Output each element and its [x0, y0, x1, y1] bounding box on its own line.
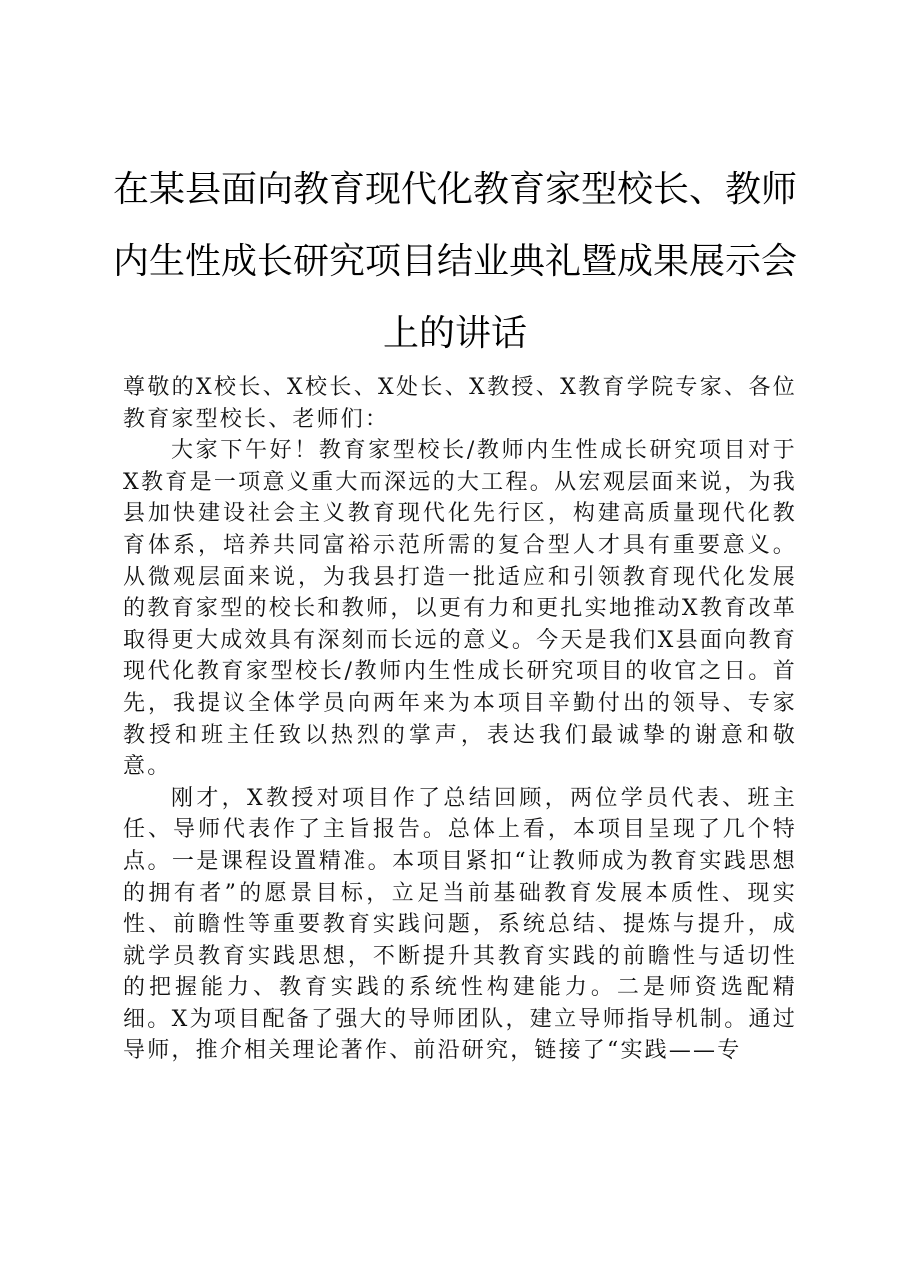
- paragraph-2: 刚才，X教授对项目作了总结回顾，两位学员代表、班主任、导师代表作了主旨报告。总体上看，本项目呈现了几个特点。一是课程设置精准。本项目紧扣“让教师成为教育实践思想的拥有者”的愿景目标，立足当前基础教育发展本质性、现实性、前瞻性等重要教育实践问题，系统总结、提炼与提升，成就学员教育实践思想，不断提升其教育实践的前瞻性与适切性的把握能力、教育实践的系统性构建能力。二是师资选配精细。X为项目配备了强大的导师团队，建立导师指导机制。通过导师，推介相关理论著作、前沿研究，链接了“实践——专: [123, 785, 797, 1064]
- paragraph-1: 大家下午好！教育家型校长/教师内生性成长研究项目对于X教育是一项意义重大而深远的大工程。从宏观层面来说，为我县加快建设社会主义教育现代化先行区，构建高质量现代化教育体系，培养共同富裕示范所需的复合型人才具有重要意义。从微观层面来说，为我县打造一批适应和引领教育现代化发展的教育家型的校长和教师，以更有力和更扎实地推动X教育改革取得更大成效具有深刻而长远的意义。今天是我们X县面向教育现代化教育家型校长/教师内生性成长研究项目的收官之日。首先，我提议全体学员向两年来为本项目辛勤付出的领导、专家教授和班主任致以热烈的掌声，表达我们最诚挚的谢意和敬意。: [123, 438, 797, 780]
- document-title: 在某县面向教育现代化教育家型校长、教师内生性成长研究项目结业典礼暨成果展示会上的讲话: [112, 169, 797, 354]
- document-body: [123, 372, 797, 1067]
- salutation: 尊敬的X校长、X校长、X处长、X教授、X教育学院专家、各位教育家型校长、老师们：: [123, 375, 797, 432]
